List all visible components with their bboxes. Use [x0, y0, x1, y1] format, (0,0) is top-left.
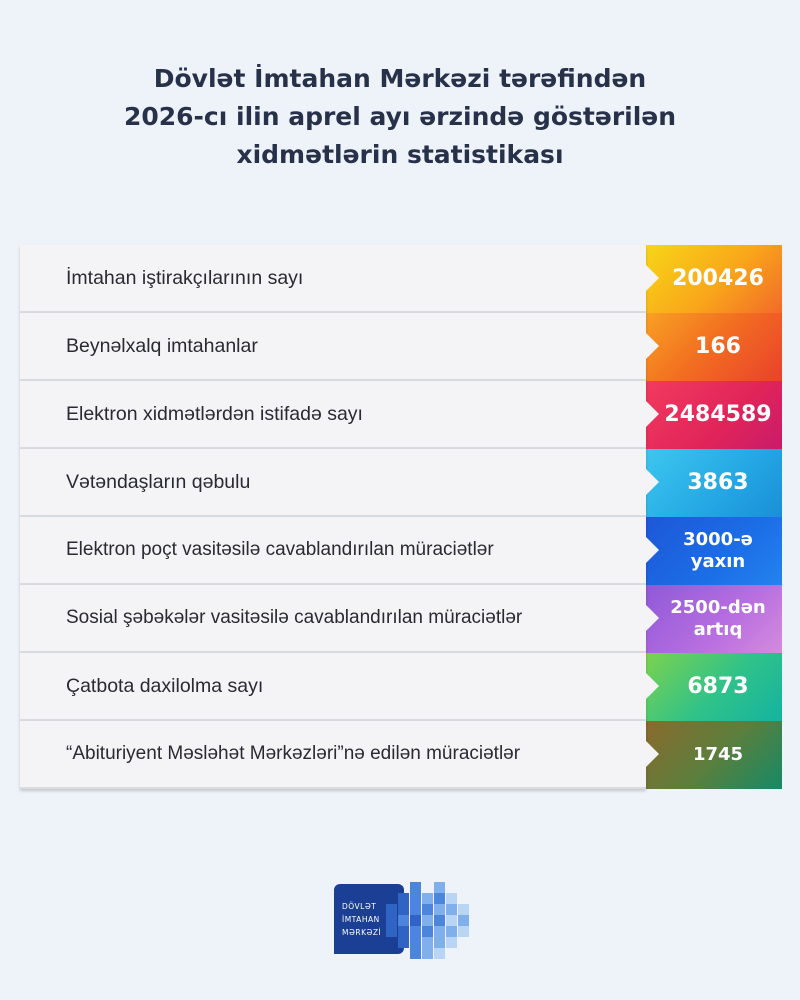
- logo-pixel: [446, 915, 457, 926]
- logo-pixel: [458, 926, 469, 937]
- title-line-1: Dövlət İmtahan Mərkəzi tərəfindən: [153, 64, 647, 93]
- stat-value: 3863: [646, 449, 782, 517]
- logo-pixel: [434, 904, 445, 915]
- stat-value-line-2: artıq: [693, 619, 743, 640]
- stat-row: [20, 585, 782, 653]
- logo-pixel: [434, 948, 445, 959]
- stat-label: Elektron xidmətlərdən istifadə sayı: [20, 381, 646, 449]
- logo-pixel: [410, 893, 421, 904]
- logo-pixel: [422, 893, 433, 904]
- stat-label: Beynəlxalq imtahanlar: [20, 313, 646, 381]
- stat-row: [20, 721, 782, 789]
- stat-value: 166: [646, 313, 782, 381]
- logo-text-line-2: İMTAHAN: [342, 915, 380, 924]
- logo-pixel: [458, 904, 469, 915]
- stat-value: [646, 517, 782, 585]
- logo-pixel: [434, 893, 445, 904]
- title-line-3: xidmətlərin statistikası: [236, 140, 564, 169]
- stat-value: 2484589: [646, 381, 782, 449]
- stat-label: Vətəndaşların qəbulu: [20, 449, 646, 517]
- logo-pixel: [422, 915, 433, 926]
- logo-pixel: [422, 926, 433, 937]
- logo-text-line-1: DÖVLƏT: [342, 902, 377, 911]
- stat-value: 1745: [646, 721, 782, 789]
- stat-value-line-1: 2500-dən: [670, 597, 766, 618]
- logo-pixel: [446, 893, 457, 904]
- title-line-2: 2026-cı ilin aprel ayı ərzində göstərilən: [123, 102, 677, 131]
- logo-pixel: [434, 882, 445, 893]
- logo-pixel: [434, 926, 445, 937]
- page-title: [60, 60, 740, 174]
- logo-pixel: [422, 937, 433, 948]
- logo-pixel: [458, 915, 469, 926]
- dim-logo: [334, 880, 470, 960]
- logo-pixel: [410, 904, 421, 915]
- stat-label: İmtahan iştirakçılarının sayı: [20, 245, 646, 313]
- logo-pixel: [398, 937, 409, 948]
- logo-pixel: [446, 937, 457, 948]
- logo-pixel: [410, 937, 421, 948]
- logo-pixel: [434, 937, 445, 948]
- stat-row: [20, 653, 782, 721]
- logo-pixel: [410, 926, 421, 937]
- stat-row: [20, 381, 782, 449]
- logo-pixel: [410, 915, 421, 926]
- stat-label: Çatbota daxilolma sayı: [20, 653, 646, 721]
- logo-pixel: [422, 948, 433, 959]
- logo-pixel: [410, 882, 421, 893]
- stat-value-line-2: yaxın: [690, 551, 746, 572]
- logo-pixel: [434, 915, 445, 926]
- stat-value: 200426: [646, 245, 782, 313]
- logo-pixel: [386, 915, 397, 926]
- stat-row: [20, 245, 782, 313]
- stat-value: 6873: [646, 653, 782, 721]
- stat-value: [646, 585, 782, 653]
- stat-label: Sosial şəbəkələr vasitəsilə cavablandırılan müraciətlər: [20, 585, 646, 653]
- statistics-table: [20, 245, 782, 789]
- logo-text-line-3: MƏRKƏZİ: [342, 928, 382, 937]
- logo-text: [342, 900, 381, 939]
- logo-pixel: [398, 893, 409, 904]
- logo-pixel: [398, 904, 409, 915]
- logo-pixel: [446, 926, 457, 937]
- logo-pixel: [446, 904, 457, 915]
- logo-pixel: [398, 926, 409, 937]
- logo-pixel: [410, 948, 421, 959]
- stat-row: [20, 517, 782, 585]
- logo-pixel: [398, 915, 409, 926]
- logo-pixel: [386, 904, 397, 915]
- stat-row: [20, 449, 782, 517]
- logo-pixel: [422, 904, 433, 915]
- stat-value-line-1: 3000-ə: [683, 529, 753, 550]
- stat-label: “Abituriyent Məsləhət Mərkəzləri”nə edilən müraciətlər: [20, 721, 646, 789]
- logo-pixel: [386, 926, 397, 937]
- stat-label: Elektron poçt vasitəsilə cavablandırılan müraciətlər: [20, 517, 646, 585]
- stat-row: [20, 313, 782, 381]
